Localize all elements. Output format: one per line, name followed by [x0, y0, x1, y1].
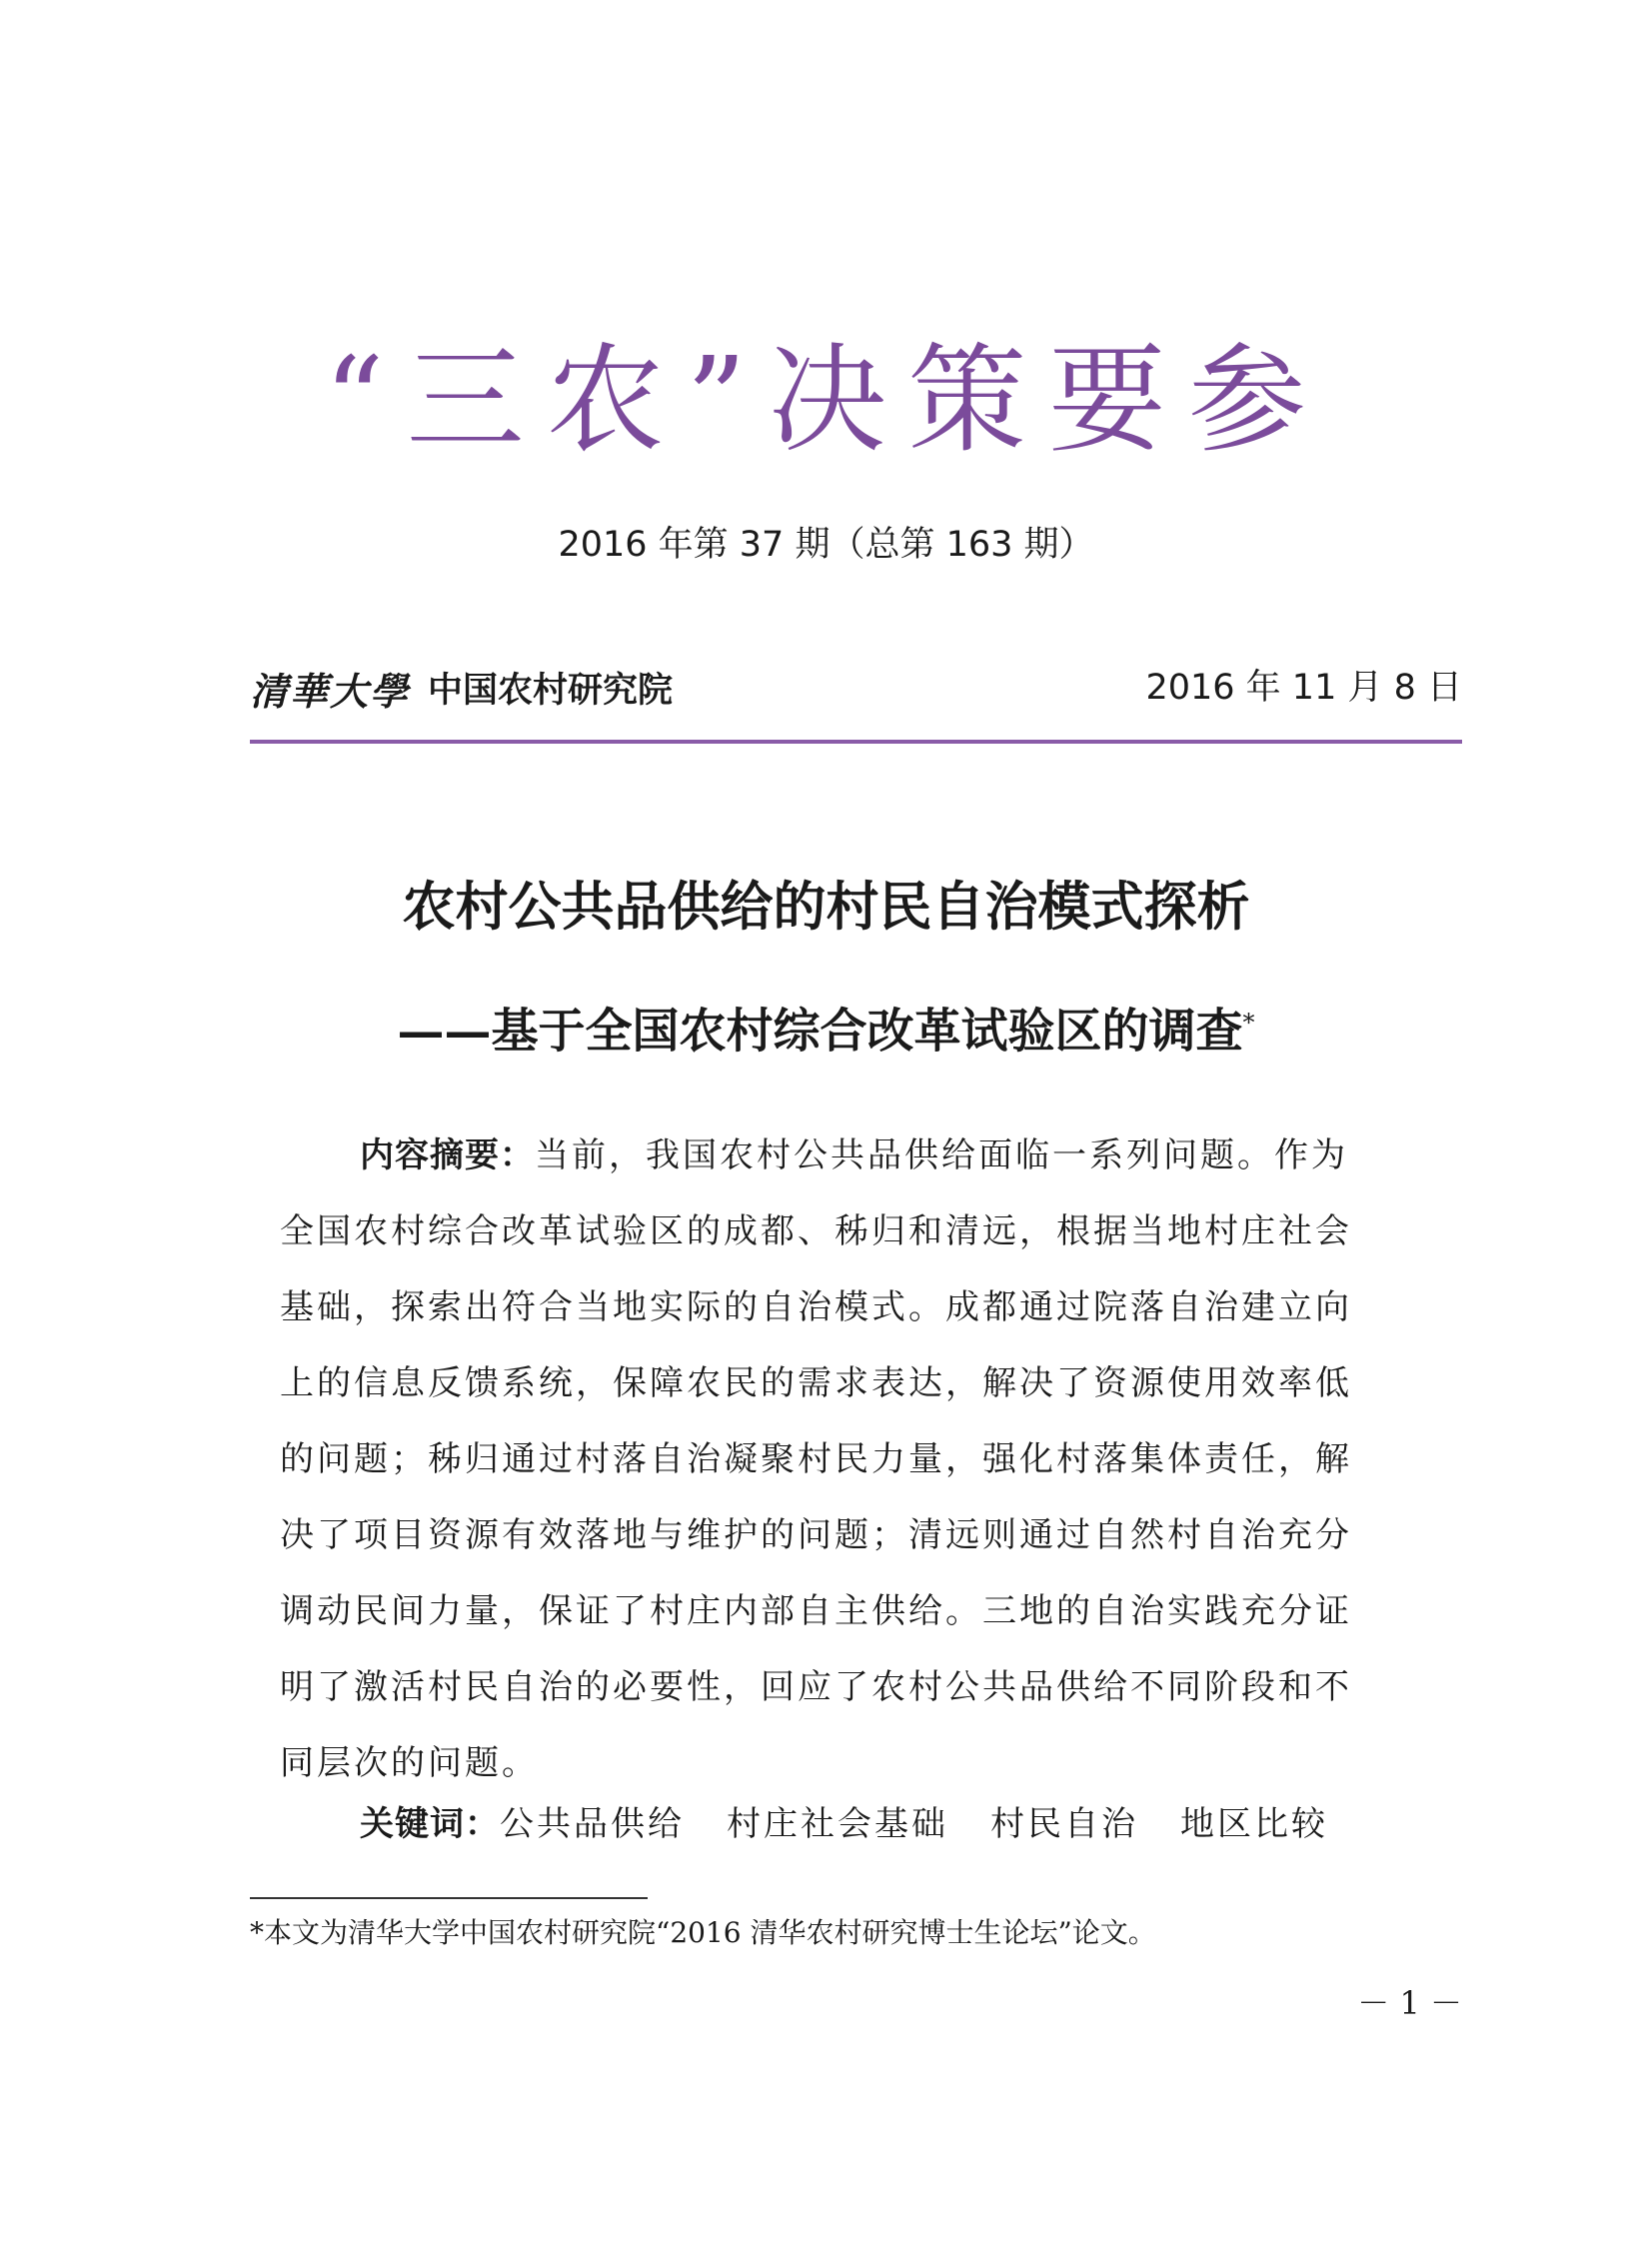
keyword: 公共品供给 — [500, 1804, 685, 1844]
article-subtitle — [0, 990, 1652, 1066]
page-number: － 1 － — [1357, 1984, 1462, 2022]
abstract-text: 当前，我国农村公共品供给面临一系列问题。作为 — [535, 1135, 1348, 1175]
keywords — [360, 1799, 1328, 1849]
footnote-divider — [250, 1897, 648, 1899]
abstract-line: 基础，探索出符合当地实际的自治模式。成都通过院落自治建立向 — [280, 1287, 1352, 1327]
abstract-label: 内容摘要： — [360, 1135, 535, 1175]
abstract-line: 明了激活村民自治的必要性，回应了农村公共品供给不同阶段和不 — [280, 1667, 1352, 1707]
abstract-line: 全国农村综合改革试验区的成都、秭归和清远，根据当地村庄社会 — [280, 1211, 1352, 1251]
subtitle-text: ——基于全国农村综合改革试验区的调查 — [397, 1004, 1243, 1060]
abstract-line: 的问题；秭归通过村落自治凝聚村民力量，强化村落集体责任，解 — [280, 1439, 1352, 1479]
abstract-line: 决了项目资源有效落地与维护的问题；清远则通过自然村自治充分 — [280, 1515, 1352, 1555]
publication-date: 2016 年 11 月 8 日 — [1145, 668, 1462, 708]
abstract-line — [280, 1118, 1429, 1193]
keyword: 村民自治 — [990, 1804, 1138, 1844]
abstract-line: 调动民间力量，保证了村庄内部自主供给。三地的自治实践充分证 — [280, 1591, 1352, 1631]
publisher — [250, 658, 673, 718]
institute-name: 中国农村研究院 — [428, 670, 674, 711]
header-divider — [250, 740, 1462, 744]
footnote: *本文为清华大学中国农村研究院“2016 清华农村研究博士生论坛”论文。 — [250, 1916, 1156, 1949]
abstract-line: 上的信息反馈系统，保障农民的需求表达，解决了资源使用效率低 — [280, 1363, 1352, 1403]
abstract — [280, 1118, 1429, 1801]
masthead-title: “三农”决策要参 — [324, 331, 1328, 469]
keyword: 地区比较 — [1180, 1804, 1328, 1844]
university-logo: 清華大學 — [250, 668, 411, 714]
keyword: 村庄社会基础 — [727, 1804, 948, 1844]
footnote-marker: * — [1242, 1009, 1255, 1037]
keywords-label: 关键词： — [360, 1804, 500, 1844]
article-title: 农村公共品供给的村民自治模式探析 — [402, 876, 1250, 938]
abstract-line: 同层次的问题。 — [280, 1743, 539, 1783]
issue-number: 2016 年第 37 期（总第 163 期） — [558, 525, 1094, 565]
